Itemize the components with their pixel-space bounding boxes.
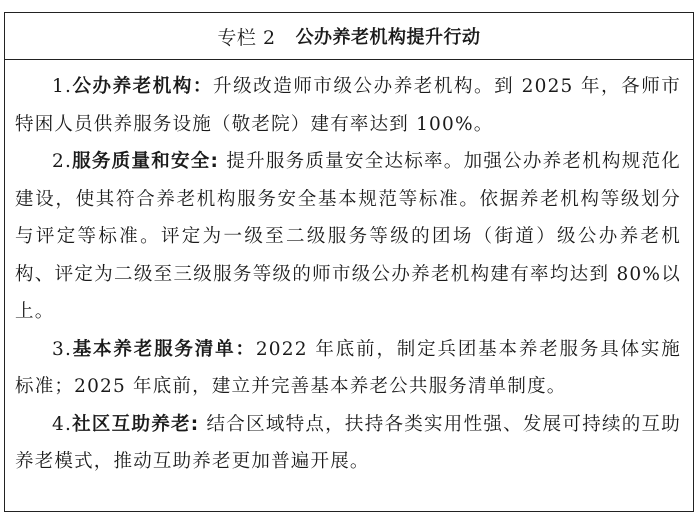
item-number: 4.	[52, 413, 73, 435]
item-heading: 公办养老机构：	[72, 76, 213, 97]
column-header	[5, 13, 693, 60]
item-number: 3.	[52, 338, 73, 360]
column-label: 专栏 2	[217, 26, 276, 49]
item-paragraph	[15, 143, 681, 331]
item-body: 2022 年底前，制定兵团基本养老服务具体实施标准；2025 年底前，建立并完善基本养老公共服务清单制度。	[15, 338, 681, 397]
item-body: 提升服务质量安全达标率。加强公办养老机构规范化建设，使其符合养老机构服务安全基本规范等标准。依据养老机构等级划分与评定等标准。评定为一级至二级服务等级的团场（街道）级公办养老机构、评定为二级至三级服务等级的师市级公办养老机构建有率均达到 80%以上。	[15, 151, 682, 322]
item-number: 1.	[52, 76, 73, 97]
item-body: 升级改造师市级公办养老机构。到 2025 年，各师市特困人员供养服务设施（敬老院）建有率达到 100%。	[15, 76, 681, 135]
item-number: 2.	[52, 151, 73, 172]
item-paragraph	[15, 406, 681, 481]
item-paragraph	[15, 68, 681, 143]
item-body: 结合区域特点，扶持各类实用性强、发展可持续的互助养老模式，推动互助养老更加普遍开展。	[15, 413, 681, 472]
item-paragraph	[15, 331, 681, 406]
column-content	[5, 60, 693, 481]
column-title: 公办养老机构提升行动	[295, 27, 481, 48]
item-heading: 社区互助养老:	[72, 413, 200, 435]
item-heading: 基本养老服务清单：	[72, 338, 256, 360]
item-heading: 服务质量和安全:	[72, 151, 220, 172]
column-box	[4, 12, 694, 512]
